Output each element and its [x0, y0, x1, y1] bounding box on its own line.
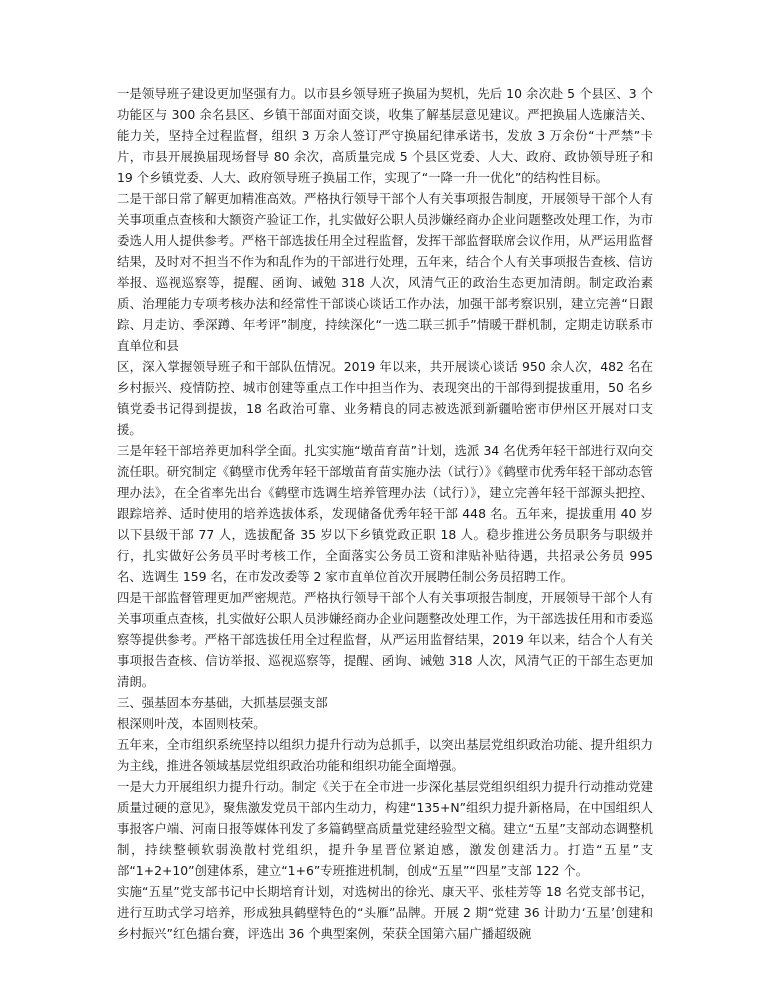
paragraph-young-cadres: 三是年轻干部培养更加科学全面。扎实实施“墩苗育苗”计划，选派 34 名优秀年轻干部进行双向交流任职。研究制定《鹤壁市优秀年轻干部墩苗育苗实施办法（试行）》《鹤壁市优秀年轻干部动态管理办法》，在全省率先出台《鹤壁市选调生培养管理办法（试行）》，建立完善年轻干部源头把控、跟踪培养、适时使用的培养选拔体系，发现储备优秀年轻干部 448 名。五年来，提拔重用 40 岁以下县级干部 77 人，选拔配备 35 岁以下乡镇党政正职 18 人。稳步推进公务员职务与职级并行，扎实做好公务员平时考核工作，全面落实公务员工资和津贴补贴待遇，共招录公务员 995 名、选调生 159 名，在市发改委等 2 家市直单位首次开展聘任制公务员招聘工作。 — [117, 443, 653, 584]
document-body — [117, 83, 653, 944]
paragraph-cadre-team-status: 区，深入掌握领导班子和干部队伍情况。2019 年以来，共开展谈心谈话 950 余人次，482 名在乡村振兴、疫情防控、城市创建等重点工作中担当作为、表现突出的干部得到提拔重用，50 名乡镇党委书记得到提拔，18 名政治可靠、业务精良的同志被选派到新疆哈密市伊州区开展对口支援。 — [117, 359, 653, 437]
section-heading-grassroots: 三、强基固本夯基础，大抓基层强支部 — [117, 695, 328, 710]
paragraph-cadre-daily-understanding: 二是干部日常了解更加精准高效。严格执行领导干部个人有关事项报告制度，开展领导干部个人有关事项重点查核和大额资产验证工作，扎实做好公职人员涉嫌经商办企业问题整改处理工作，为市委选人用人提供参考。严格干部选拔任用全过程监督，发挥干部监督联席会议作用，从严运用监督结果，及时对不担当不作为和乱作为的干部进行处理，五年来，结合个人有关事项报告查核、信访举报、巡视巡察等，提醒、函询、诫勉 318 人次，风清气正的政治生态更加清朗。制定政治素质、治理能力专项考核办法和经常性干部谈心谈话工作办法，加强干部考察识别，建立完善“日跟踪、月走访、季深蹲、年考评”制度，持续深化“一选二联三抓手”情暖干群机制，定期走访联系市直单位和县 — [117, 191, 653, 353]
paragraph-proverb: 根深则叶茂，本固则枝荣。 — [117, 716, 266, 731]
paragraph-leadership-teams: 一是领导班子建设更加坚强有力。以市县乡领导班子换届为契机，先后 10 余次赴 5 个县区、3 个功能区与 300 余名县区、乡镇干部面对面交谈，收集了解基层意见建议。严把换届人选廉洁关、能力关，坚持全过程监督，组织 3 万余人签订严守换届纪律承诺书，发放 3 万余份“十严禁”卡片，市县开展换届现场督导 80 余次，高质量完成 5 个县区党委、人大、政府、政协领导班子和 19 个乡镇党委、人大、政府领导班子换届工作，实现了“一降一升一优化”的结构性目标。 — [117, 86, 653, 185]
paragraph-five-star-secretaries: 实施“五星”党支部书记中长期培育计划，对选树出的徐光、康天平、张桂芳等 18 名党支部书记，进行互助式学习培养，形成独具鹤壁特色的“头雁”品牌。开展 2 期“党建 36 计助力‘五星’创建和乡村振兴”红色擂台赛，评选出 36 个典型案例，荣获全国第六届广播超级碗 — [117, 884, 653, 941]
paragraph-organizational-capacity: 一是大力开展组织力提升行动。制定《关于在全市进一步深化基层党组织组织力提升行动推动党建质量过硬的意见》，聚焦激发党员干部内生动力，构建“135+N”组织力提升新格局，在中国组织人事报客户端、河南日报等媒体刊发了多篇鹤壁高质量党建经验型文稿。建立“五星”支部动态调整机制，持续整顿软弱涣散村党组织，提升争星晋位紧迫感，激发创建活力。打造“五星”支部“1+2+10”创建体系，建立“1+6”专班推进机制，创成“五星”“四星”支部 122 个。 — [117, 779, 653, 878]
paragraph-cadre-supervision: 四是干部监督管理更加严密规范。严格执行领导干部个人有关事项报告制度，开展领导干部个人有关事项重点查核，扎实做好公职人员涉嫌经商办企业问题整改处理工作，为干部选拔任用和市委巡察等提供参考。严格干部选拔任用全过程监督，从严运用监督结果，2019 年以来，结合个人有关事项报告查核、信访举报、巡视巡察等，提醒、函询、诫勉 318 人次，风清气正的干部生态更加清朗。 — [117, 590, 653, 689]
paragraph-five-years-summary: 五年来，全市组织系统坚持以组织力提升行动为总抓手，以突出基层党组织政治功能、提升组织力为主线，推进各领域基层党组织政治功能和组织功能全面增强。 — [117, 737, 653, 773]
